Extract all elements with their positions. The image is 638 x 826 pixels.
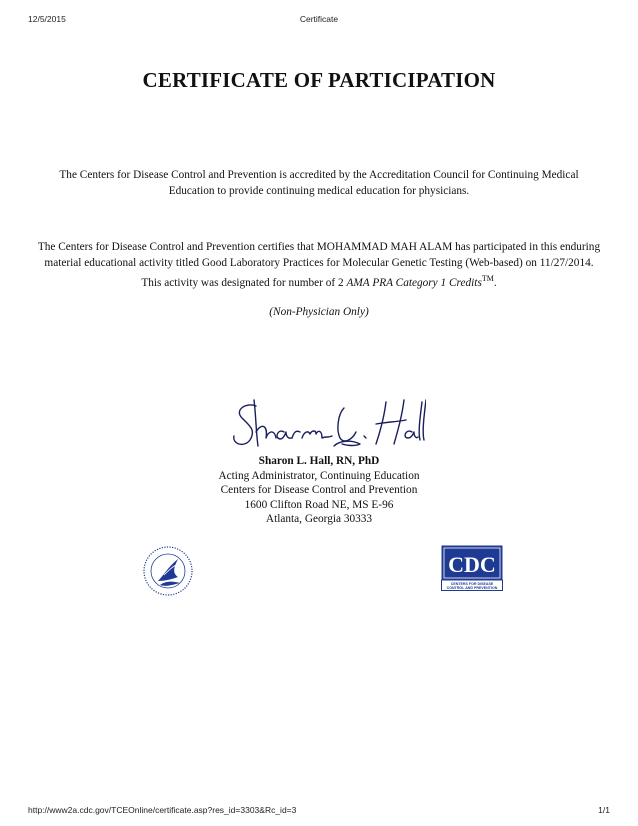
print-page-title: Certificate: [299, 14, 339, 24]
signature-image: [226, 392, 426, 454]
cdc-subtitle-2: CONTROL AND PREVENTION: [446, 586, 498, 591]
credit-prefix: This activity was designated for number of 2: [141, 276, 347, 289]
signer-role: Acting Administrator, Continuing Education: [218, 469, 420, 482]
page-url: http://www2a.cdc.gov/TCEOnline/certificate.asp?res_id=3303&Rc_id=3: [28, 805, 297, 815]
accreditation-statement: [36, 168, 602, 199]
page-number: 1/1: [598, 805, 610, 815]
signer-block: [0, 454, 638, 527]
non-physician-note: (Non-Physician Only): [269, 306, 369, 318]
accreditation-line-2: Education to provide continuing medical education for physicians.: [168, 184, 470, 197]
credit-suffix: .: [493, 276, 497, 289]
accreditation-line-1: The Centers for Disease Control and Prevention is accredited by the Accreditation Council for Continuing Medical: [59, 169, 579, 181]
certificate-title: CERTIFICATE OF PARTICIPATION: [142, 68, 496, 92]
trademark-mark: TM: [481, 274, 494, 283]
cdc-subtitle-1: CENTERS FOR DISEASE: [450, 582, 494, 586]
cdc-logo-text: CDC: [448, 552, 496, 577]
hhs-seal-logo: [142, 545, 194, 597]
certification-line-1: The Centers for Disease Control and Prevention certifies that MOHAMMAD MAH ALAM has participated in this enduring: [37, 241, 601, 253]
certification-line-2: material educational activity titled Good Laboratory Practices for Molecular Genetic Testing (Web-based) on 11/27/2014.: [44, 256, 594, 269]
signer-organization: Centers for Disease Control and Prevention: [220, 484, 418, 496]
credit-type: AMA PRA Category 1 Credits: [346, 276, 482, 289]
cdc-logo: [441, 545, 503, 591]
signer-address-line-1: 1600 Clifton Road NE, MS E-96: [244, 498, 394, 511]
signer-name: Sharon L. Hall, RN, PhD: [258, 455, 380, 467]
signer-address-line-2: Atlanta, Georgia 30333: [265, 513, 373, 525]
certification-statement: [36, 240, 602, 291]
print-date: 12/5/2015: [28, 14, 66, 24]
certification-line-3: [36, 271, 602, 291]
